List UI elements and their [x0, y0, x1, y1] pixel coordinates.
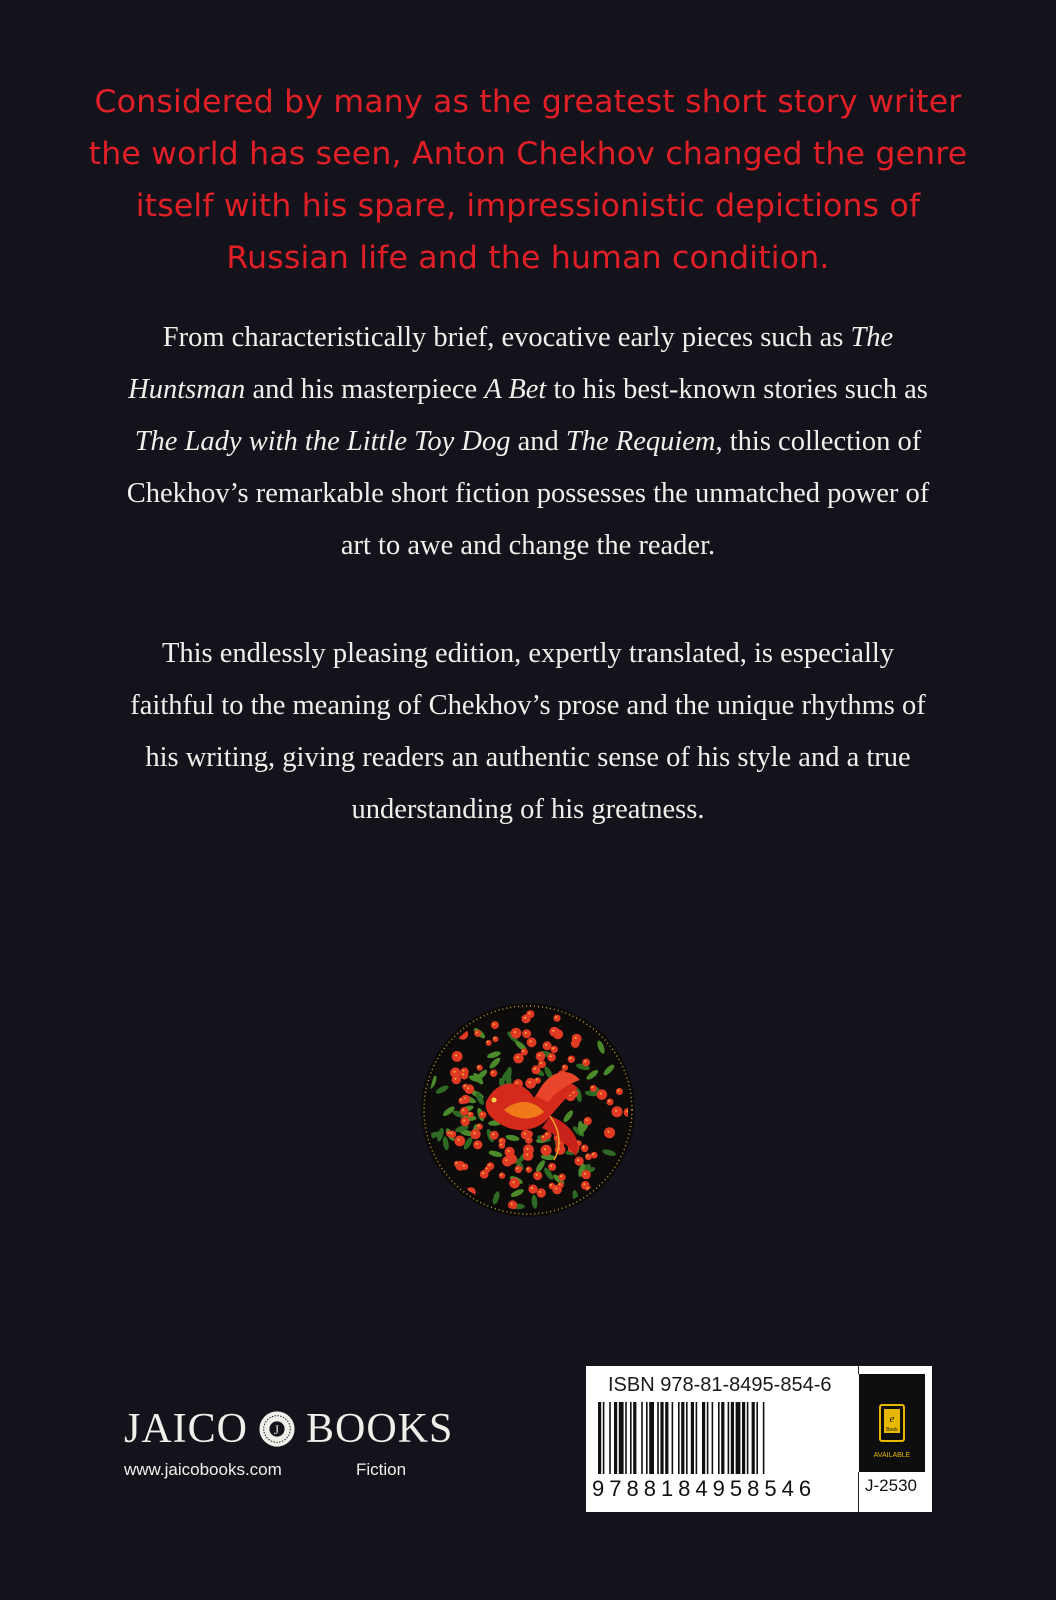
genre-label: Fiction — [356, 1460, 407, 1479]
description-paragraph-2: This endlessly pleasing edition, expertly translated, is especially faithful to the meaning of Chekhov’s prose and the unique rhythms of his writing, giving readers an authentic sense of his style and a true understanding of his greatness. — [130, 638, 926, 825]
isbn-text: ISBN 978-81-8495-854-6 — [608, 1374, 832, 1396]
ebook-letter: e — [889, 1413, 895, 1425]
para1-text-4: and — [510, 426, 566, 457]
ebook-device-icon — [879, 1404, 905, 1444]
barcode-digits: 9788184958546 — [592, 1476, 817, 1501]
para1-text-2: and his masterpiece — [245, 374, 485, 405]
story-title-requiem: The Requiem — [565, 426, 716, 457]
jaico-sun-logo-icon — [258, 1410, 296, 1448]
publisher-website: www.jaicobooks.com — [124, 1460, 282, 1479]
ebook-word: Book — [886, 1427, 898, 1433]
cover-blurb: Considered by many as the greatest short story writer the world has seen, Anton Chekhov changed the genre itself with his spare, impressionistic depictions of Russian life and the human condition. — [88, 84, 968, 276]
para1-text-3: to his best-known stories such as — [546, 374, 928, 405]
story-title-huntsman: The Huntsman — [128, 322, 894, 405]
story-title-a-bet: A Bet — [484, 374, 547, 405]
ebook-available-badge — [858, 1374, 925, 1472]
story-title-lady-with-dog: The Lady with the Little Toy Dog — [134, 426, 511, 457]
publisher-name-left: JAICO — [124, 1406, 249, 1452]
para1-text-1: From characteristically brief, evocative early pieces such as — [162, 322, 851, 353]
khokhloma-bird-medallion-icon — [420, 1002, 636, 1218]
barcode-icon — [596, 1402, 854, 1474]
publisher-logo — [124, 1405, 453, 1453]
para1-text-5: , this collection of Chekhov’s remarkable short fiction possesses the unmatched power of art to awe and change the reader. — [126, 426, 930, 561]
logo-letter: J — [274, 1422, 280, 1437]
catalog-code: J-2530 — [865, 1476, 917, 1495]
isbn-barcode-panel — [586, 1366, 932, 1512]
ebook-available-label: AVAILABLE — [873, 1452, 911, 1459]
publisher-name-right: BOOKS — [306, 1406, 454, 1452]
description-paragraph-1 — [120, 312, 936, 572]
